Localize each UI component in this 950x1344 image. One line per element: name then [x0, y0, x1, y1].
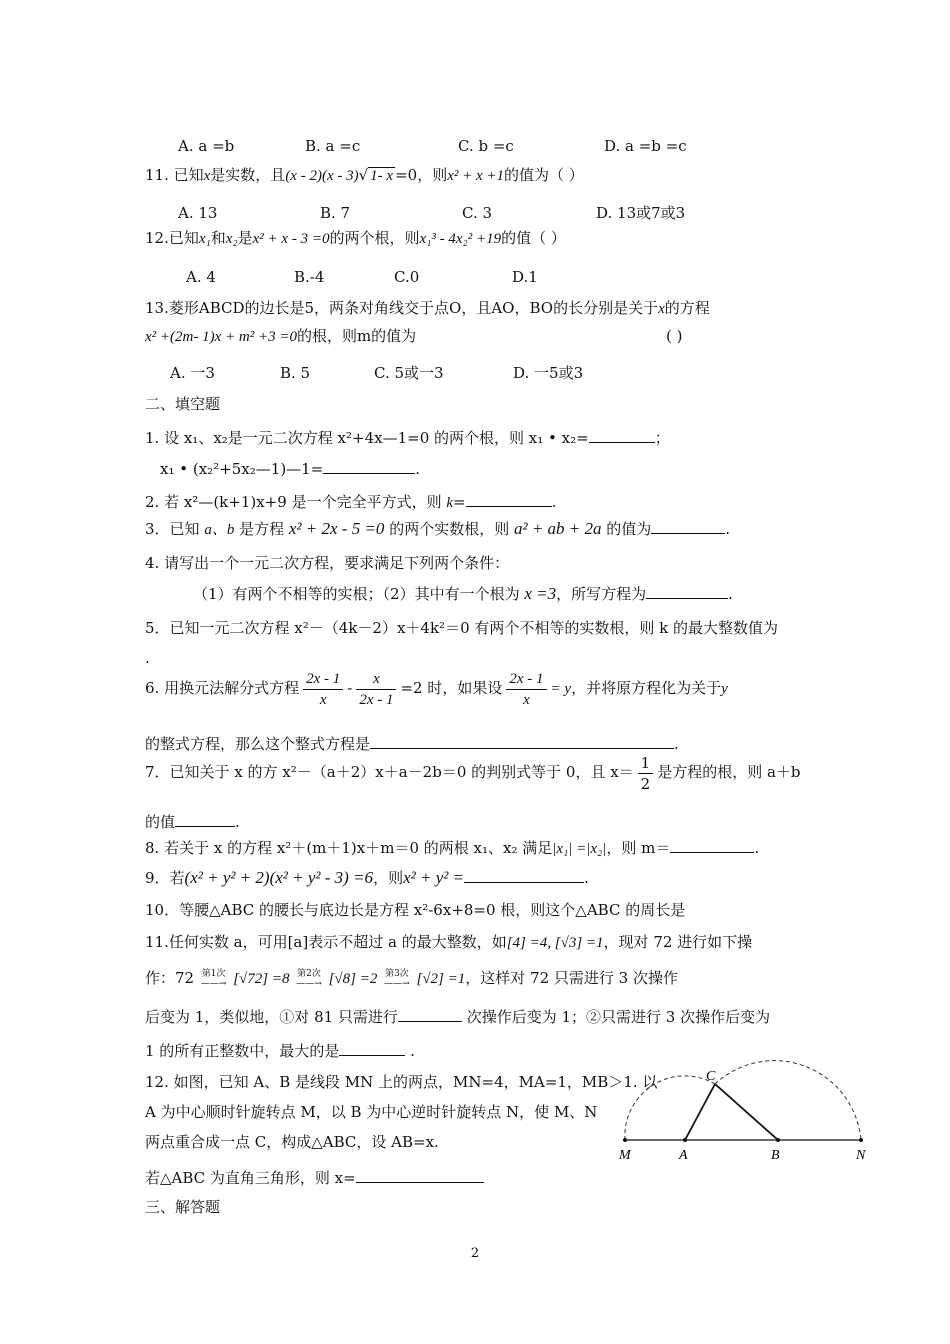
q10-option-a: A. a =b: [178, 137, 235, 155]
point-a: [683, 1138, 687, 1142]
f2: 2. 若 x²—(k+1)x+9 是一个完全平方式，则 k= .: [145, 490, 556, 513]
side-ac: [685, 1084, 715, 1140]
point-n: [859, 1138, 863, 1142]
f11-line3: 后变为 1，类似地，①对 81 只需进行 次操作后变为 1；②只需进行 3 次操作后变为: [145, 1005, 770, 1027]
label-m: M: [619, 1148, 631, 1163]
f7-line2: 的值 .: [145, 810, 240, 832]
q13-option-c: C. 5或一3: [374, 364, 444, 382]
q11-stem: 11. 已知x是实数，且(x - 2)(x - 3)√ 1- x =0，则x² + x +1的值为（ ）: [145, 166, 584, 184]
f3: 3．已知 a、b 是方程 x² + 2x - 5 =0 的两个实数根，则 a² + ab + 2a 的值为 .: [145, 519, 731, 538]
page-number: 2: [470, 1246, 480, 1261]
q12-option-a: A. 4: [186, 268, 216, 286]
f11-line1: 11.任何实数 a，可用[a]表示不超过 a 的最大整数，如[4] =4, [√3] =1，现对 72 进行如下操: [145, 933, 753, 951]
q13-option-b: B. 5: [280, 364, 311, 382]
f11-line4: 1 的所有正整数中，最大的是 .: [145, 1039, 415, 1061]
arc-from-n: [715, 1061, 861, 1140]
f4-line2: （1）有两个不相等的实根；（2）其中有一个根为 x =3，所写方程为 .: [193, 584, 733, 603]
f5-line2: .: [145, 649, 150, 667]
q10-option-b: B. a =c: [305, 137, 361, 155]
q10-option-d: D. a =b =c: [604, 137, 687, 155]
q11-option-a: A. 13: [178, 204, 218, 222]
q12-option-b: B.-4: [294, 268, 325, 286]
q11-option-c: C. 3: [462, 204, 493, 222]
q13-line2: x² +(2m- 1)x + m² +3 =0的根，则m的值为: [145, 327, 417, 345]
q12-option-d: D.1: [512, 268, 538, 286]
label-n: N: [856, 1148, 866, 1163]
f12-line1: 12. 如图，已知 A、B 是线段 MN 上的两点，MN=4，MA=1，MB＞1. 以: [145, 1073, 658, 1091]
point-m: [623, 1138, 627, 1142]
f1-line2: x₁ • (x₂²+5x₂—1)—1= .: [160, 457, 420, 479]
f7-fraction: $\frac{1}{2}$: [638, 753, 654, 794]
q13-option-a: A. 一3: [170, 364, 215, 382]
side-bc: [715, 1084, 778, 1140]
f11-line2: 作：72 第1次 ——→ [√72] =8 第2次 ——→ [√8] =2 第3次 ——→ [√2] =1，这样对 72 只需进行 3 次操作: [145, 969, 678, 989]
f6-fraction-1: $\frac{2x - 1}{x}$: [303, 669, 343, 710]
f9: 9．若(x² + y² + 2)(x² + y² - 3) =6，则x² + y² = .: [145, 868, 589, 887]
f10: 10．等腰△ABC 的腰长与底边长是方程 x²-6x+8=0 根，则这个△ABC 的周长是: [145, 901, 686, 919]
triangle-figure: [615, 1058, 875, 1174]
label-a: A: [679, 1148, 688, 1163]
f12-line2: A 为中心顺时针旋转点 M，以 B 为中心逆时针旋转点 N，使 M、N: [145, 1103, 598, 1121]
q10-option-c: C. b =c: [458, 137, 514, 155]
f5-line1: 5．已知一元二次方程 x²－（4k－2）x＋4k²＝0 有两个不相等的实数根，则 k 的最大整数值为: [145, 619, 779, 637]
q13-option-d: D. 一5或3: [513, 364, 584, 382]
f8: 8. 若关于 x 的方程 x²＋(m＋1)x＋m＝0 的两根 x₁、x₂ 满足|x₁| =|x₂|，则 m＝ .: [145, 836, 759, 859]
q13-paren: ( ): [666, 327, 683, 345]
triangle-figure-svg: [615, 1058, 875, 1170]
q13-line1: 13.菱形ABCD的边长是5，两条对角线交于点O，且AO，BO的长分别是关于x的方程: [145, 299, 710, 317]
f1-line1: 1. 设 x₁、x₂是一元二次方程 x²+4x—1=0 的两个根，则 x₁ • x₂= ；: [145, 426, 670, 448]
label-b: B: [771, 1148, 780, 1163]
q12-option-c: C.0: [394, 268, 420, 286]
q11-option-d: D. 13或7或3: [596, 204, 686, 222]
f12-line4: 若△ABC 为直角三角形，则 x=: [145, 1166, 484, 1188]
f6-line2: 的整式方程，那么这个整式方程是 .: [145, 732, 679, 754]
q11-option-b: B. 7: [320, 204, 351, 222]
label-c: C: [706, 1069, 716, 1084]
point-b: [776, 1138, 780, 1142]
f6-fraction-3: $\frac{2x - 1}{x}$: [506, 669, 546, 710]
f6-fraction-2: $\frac{x}{2x - 1}$: [356, 669, 396, 710]
f4-line1: 4. 请写出一个一元二次方程，要求满足下列两个条件：: [145, 554, 510, 572]
f7-line1: 7．已知关于 x 的方 x²－（a＋2）x＋a－2b＝0 的判别式等于 0，且 x＝ $\frac{1}{2}$ 是方程的根，则 a＋b: [145, 753, 801, 793]
section-title-solve: 三、解答题: [145, 1198, 221, 1216]
f6-line1: 6. 用换元法解分式方程 $\frac{2x - 1}{x}$ - $\frac{x}{2x - 1}$ =2 时，如果设 $\frac{2x - 1}{x}$ = y，并将原方程化为关于y: [145, 670, 728, 708]
f12-line3: 两点重合成一点 C，构成△ABC，设 AB=x.: [145, 1133, 439, 1151]
section-title-fill-in: 二、填空题: [145, 395, 221, 413]
q12-stem: 12.已知x₁和x₂是x² + x - 3 =0的两个根，则x₁³ - 4x₂² +19的值（ ）: [145, 229, 566, 247]
